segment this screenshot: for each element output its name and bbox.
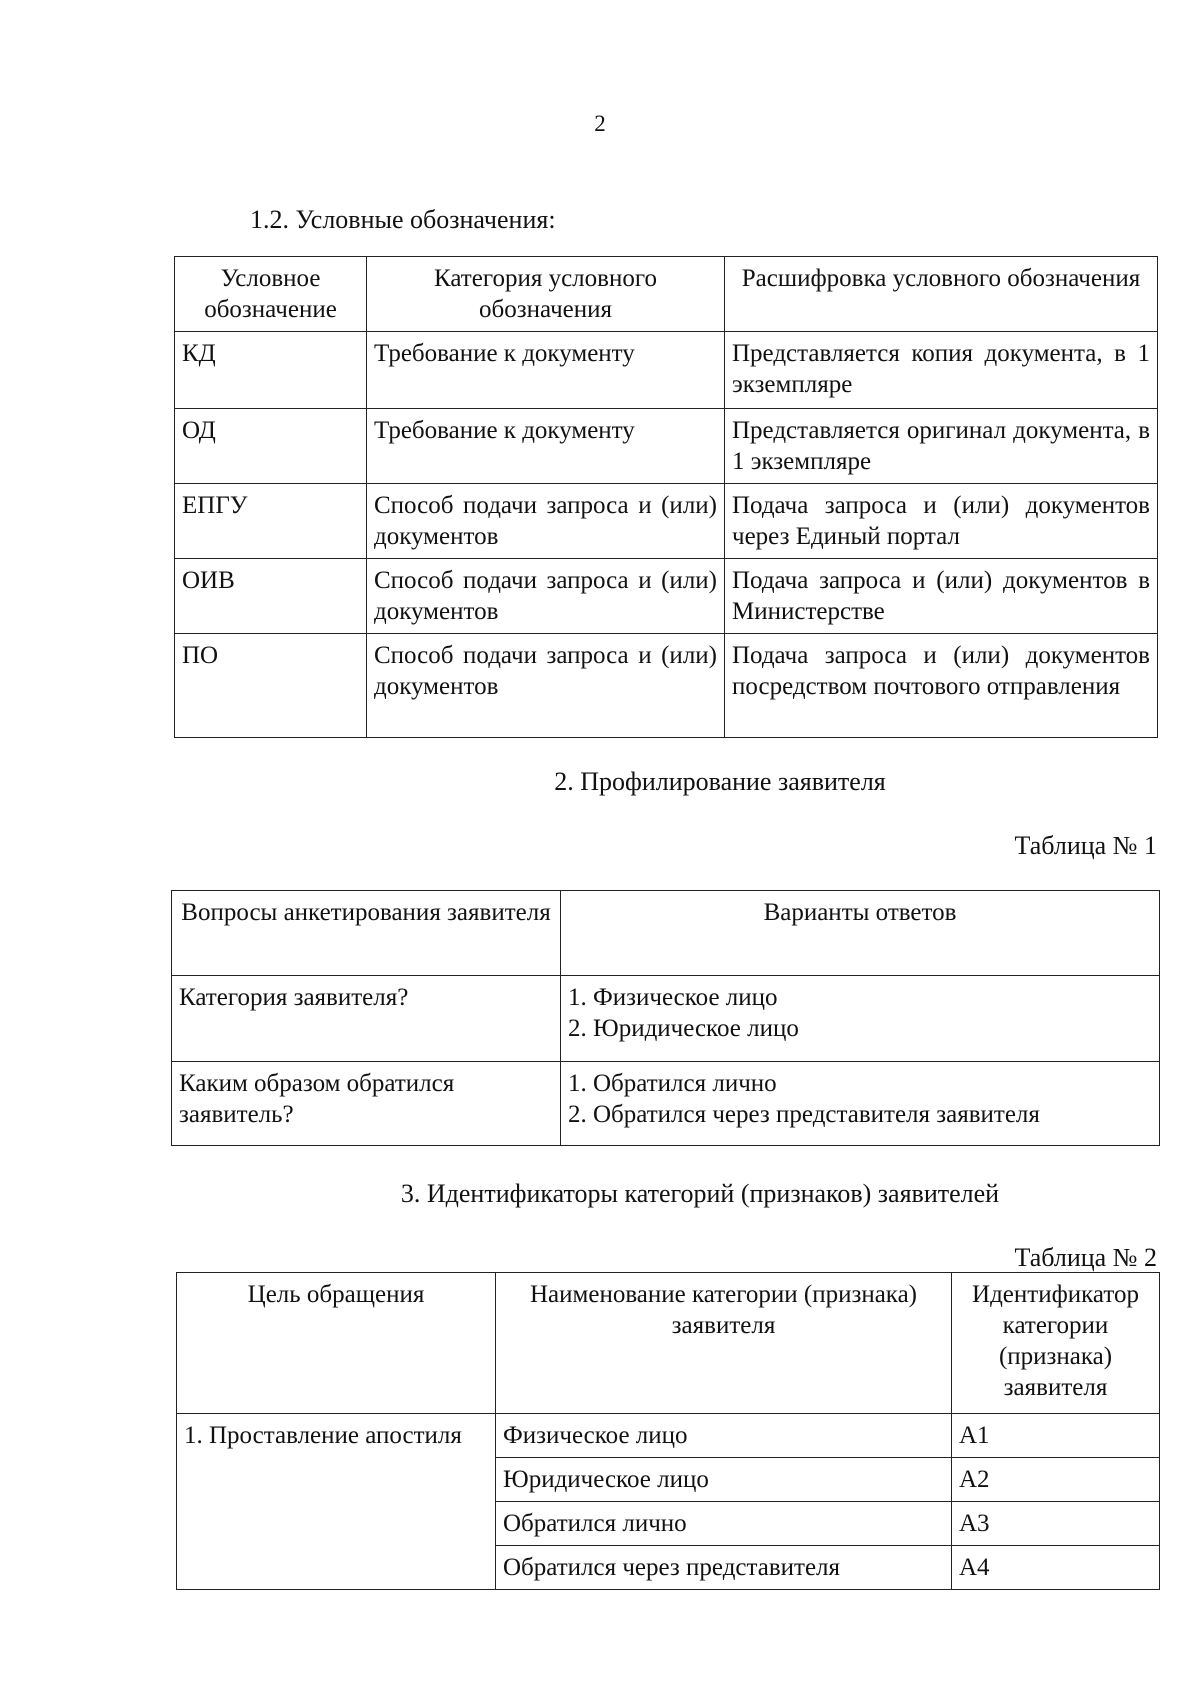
- profiling-question: Каким образом обратился заявитель?: [172, 1062, 561, 1146]
- legend-header-row: [175, 257, 1158, 332]
- legend-category: Требование к документу: [367, 332, 725, 409]
- profiling-answers: 1. Физическое лицо 2. Юридическое лицо: [561, 976, 1160, 1062]
- legend-decoding: Подача запроса и (или) документов через Единый портал: [725, 484, 1158, 559]
- table-row: [175, 332, 1158, 409]
- profiling-header-question: Вопросы анкетирования заявителя: [172, 891, 561, 976]
- profiling-question: Категория заявителя?: [172, 976, 561, 1062]
- table-row: [172, 976, 1160, 1062]
- identifiers-name: Юридическое лицо: [496, 1458, 952, 1502]
- identifiers-purpose: 1. Проставление апостиля: [177, 1414, 496, 1590]
- legend-category: Способ подачи запроса и (или) документов: [367, 634, 725, 738]
- profiling-header-answers: Варианты ответов: [561, 891, 1160, 976]
- table-row: [175, 559, 1158, 634]
- identifiers-table: [176, 1272, 1160, 1590]
- identifiers-name: Физическое лицо: [496, 1414, 952, 1458]
- identifiers-id: А2: [952, 1458, 1160, 1502]
- legend-code: ОД: [175, 409, 367, 484]
- profiling-answers: 1. Обратился лично 2. Обратился через представителя заявителя: [561, 1062, 1160, 1146]
- legend-decoding: Подача запроса и (или) документов в Министерстве: [725, 559, 1158, 634]
- legend-code: КД: [175, 332, 367, 409]
- identifiers-header-name: Наименование категории (признака) заявителя: [496, 1273, 952, 1414]
- legend-decoding: Представляется копия документа, в 1 экземпляре: [725, 332, 1158, 409]
- legend-category: Требование к документу: [367, 409, 725, 484]
- identifiers-header-id: Идентификатор категории (признака) заявителя: [952, 1273, 1160, 1414]
- table-1-caption: Таблица № 1: [1014, 831, 1157, 860]
- identifiers-name: Обратился через представителя: [496, 1546, 952, 1590]
- table-row: [177, 1414, 1160, 1458]
- legend-decoding: Представляется оригинал документа, в 1 экземпляре: [725, 409, 1158, 484]
- legend-header-decoding: Расшифровка условного обозначения: [725, 257, 1158, 332]
- legend-category: Способ подачи запроса и (или) документов: [367, 559, 725, 634]
- profiling-header-row: [172, 891, 1160, 976]
- table-row: [175, 484, 1158, 559]
- section-3-title: 3. Идентификаторы категорий (признаков) заявителей: [400, 1179, 1000, 1208]
- table-row: [175, 634, 1158, 738]
- profiling-table: [171, 890, 1160, 1146]
- identifiers-id: А3: [952, 1502, 1160, 1546]
- table-row: [172, 1062, 1160, 1146]
- legend-table: [174, 256, 1158, 738]
- legend-header-category: Категория условного обозначения: [367, 257, 725, 332]
- identifiers-header-row: [177, 1273, 1160, 1414]
- legend-code: ПО: [175, 634, 367, 738]
- identifiers-header-purpose: Цель обращения: [177, 1273, 496, 1414]
- table-2-caption: Таблица № 2: [1014, 1243, 1157, 1272]
- section-1-2-title: 1.2. Условные обозначения:: [250, 205, 556, 234]
- legend-category: Способ подачи запроса и (или) документов: [367, 484, 725, 559]
- legend-header-code: Условное обозначение: [175, 257, 367, 332]
- table-row: [175, 409, 1158, 484]
- page-number: 2: [594, 111, 606, 136]
- identifiers-id: А4: [952, 1546, 1160, 1590]
- identifiers-name: Обратился лично: [496, 1502, 952, 1546]
- section-2-title: 2. Профилирование заявителя: [554, 767, 886, 796]
- legend-decoding: Подача запроса и (или) документов посредством почтового отправления: [725, 634, 1158, 738]
- legend-code: ОИВ: [175, 559, 367, 634]
- identifiers-id: А1: [952, 1414, 1160, 1458]
- legend-code: ЕПГУ: [175, 484, 367, 559]
